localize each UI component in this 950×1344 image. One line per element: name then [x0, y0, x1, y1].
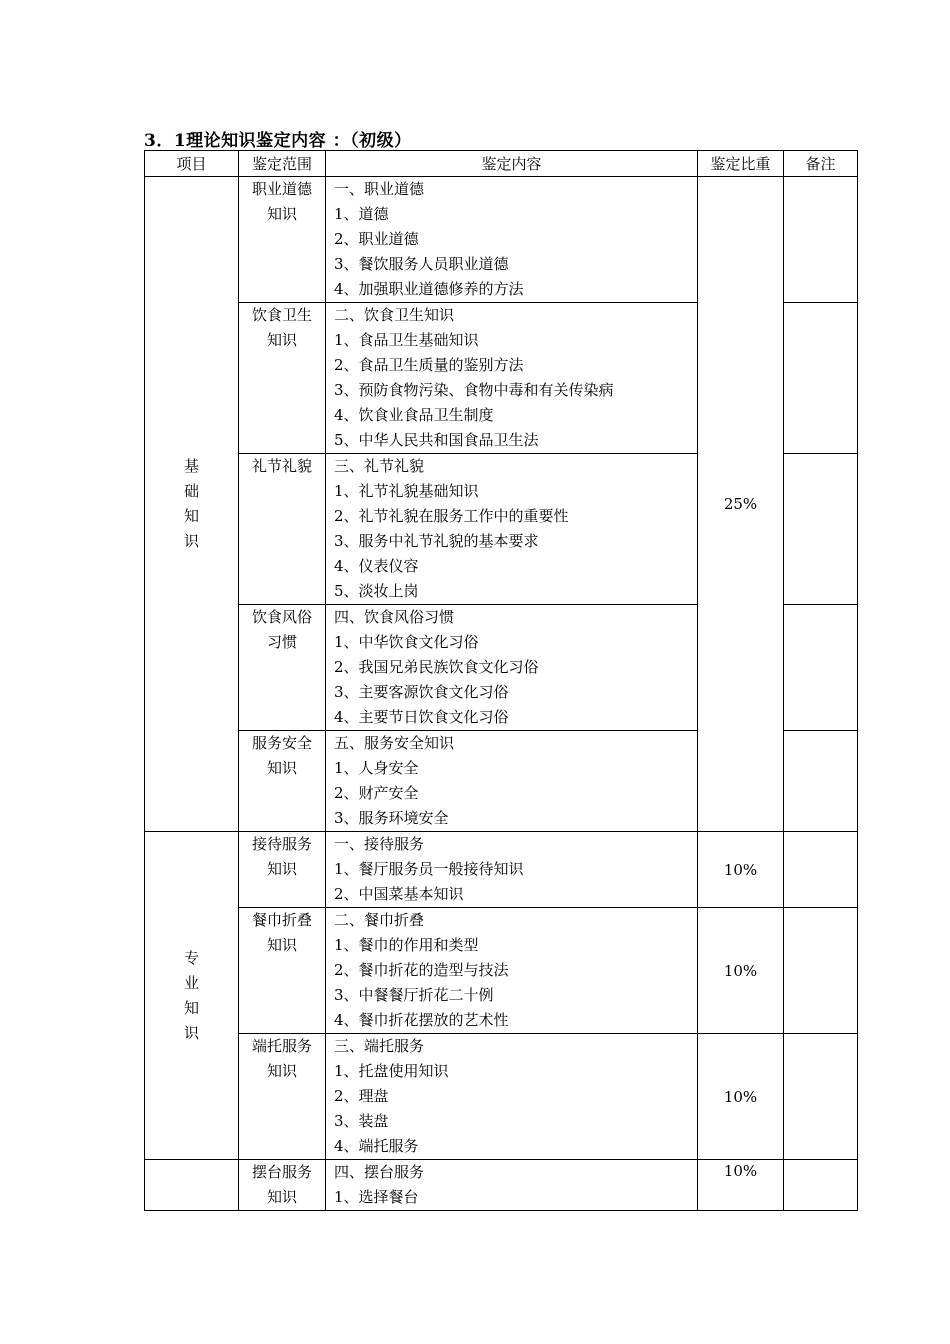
content-line: 5、中华人民共和国食品卫生法 — [334, 431, 539, 449]
project-char: 识 — [183, 532, 199, 550]
note-cell — [784, 832, 858, 908]
scope-line: 摆台服务 — [251, 1163, 312, 1181]
content-line: 2、我国兄弟民族饮食文化习俗 — [334, 658, 539, 676]
content-line: 4、仪表仪容 — [334, 557, 419, 575]
scope-cell — [239, 832, 326, 908]
content-line: 四、摆台服务 — [334, 1163, 425, 1181]
scope-line: 礼节礼貌 — [251, 457, 312, 475]
assessment-table — [144, 150, 858, 1211]
scope-line: 端托服务 — [251, 1037, 312, 1055]
project-char: 础 — [183, 482, 199, 500]
project-char: 专 — [183, 948, 199, 967]
project-char: 基 — [183, 457, 199, 475]
content-line: 2、理盘 — [334, 1087, 389, 1105]
note-cell — [784, 731, 858, 832]
content-line: 3、餐饮服务人员职业道德 — [334, 255, 509, 273]
content-line: 一、接待服务 — [334, 835, 425, 853]
scope-line: 习惯 — [266, 633, 297, 651]
content-line: 3、预防食物污染、食物中毒和有关传染病 — [334, 381, 614, 399]
content-line: 二、饮食卫生知识 — [334, 306, 455, 324]
table-row — [145, 1160, 858, 1211]
scope-line: 知识 — [266, 205, 297, 223]
scope-line: 知识 — [266, 1062, 297, 1080]
header-note: 备注 — [784, 151, 858, 177]
content-line: 3、服务中礼节礼貌的基本要求 — [334, 532, 539, 550]
scope-line: 接待服务 — [251, 835, 312, 853]
content-line: 4、主要节日饮食文化习俗 — [334, 708, 509, 726]
scope-cell — [239, 303, 326, 454]
scope-cell — [239, 605, 326, 731]
scope-line: 饮食卫生 — [251, 306, 312, 324]
content-line: 一、职业道德 — [334, 180, 425, 198]
content-cell — [326, 1160, 698, 1211]
table-row — [145, 1034, 858, 1160]
table-header-row — [145, 151, 858, 177]
scope-cell — [239, 454, 326, 605]
content-line: 三、礼节礼貌 — [334, 457, 425, 475]
note-cell — [784, 1034, 858, 1160]
scope-cell — [239, 1160, 326, 1211]
project-char: 识 — [183, 1023, 199, 1042]
project-char: 知 — [183, 998, 199, 1017]
scope-line: 知识 — [266, 936, 297, 954]
project-cell — [145, 177, 239, 832]
scope-line: 知识 — [266, 860, 297, 878]
content-line: 1、食品卫生基础知识 — [334, 331, 479, 349]
scope-line: 知识 — [266, 331, 297, 349]
weight-cell: 10% — [698, 908, 784, 1034]
content-line: 5、淡妆上岗 — [334, 582, 419, 600]
content-cell — [326, 303, 698, 454]
scope-cell — [239, 1034, 326, 1160]
content-cell — [326, 832, 698, 908]
scope-line: 职业道德 — [251, 180, 312, 198]
scope-line: 饮食风俗 — [251, 608, 312, 626]
table-row — [145, 832, 858, 908]
scope-cell — [239, 177, 326, 303]
content-line: 2、礼节礼貌在服务工作中的重要性 — [334, 507, 569, 525]
content-line: 1、餐巾的作用和类型 — [334, 936, 479, 954]
content-line: 3、装盘 — [334, 1112, 389, 1130]
content-line: 五、服务安全知识 — [334, 734, 455, 752]
project-cell — [145, 832, 239, 1160]
scope-line: 知识 — [266, 1188, 297, 1206]
weight-cell: 10% — [698, 1160, 784, 1211]
content-cell — [326, 605, 698, 731]
project-cell — [145, 1160, 239, 1211]
content-cell — [326, 908, 698, 1034]
table-body — [145, 177, 858, 1211]
content-line: 1、礼节礼貌基础知识 — [334, 482, 479, 500]
project-char: 业 — [183, 973, 199, 992]
scope-line: 餐巾折叠 — [251, 911, 312, 929]
content-line: 2、餐巾折花的造型与技法 — [334, 961, 509, 979]
content-line: 4、加强职业道德修养的方法 — [334, 280, 524, 298]
header-content: 鉴定内容 — [326, 151, 698, 177]
note-cell — [784, 908, 858, 1034]
table-row — [145, 908, 858, 1034]
content-line: 3、服务环境安全 — [334, 809, 449, 827]
weight-cell: 10% — [698, 1034, 784, 1160]
content-cell — [326, 454, 698, 605]
header-project: 项目 — [145, 151, 239, 177]
content-cell — [326, 731, 698, 832]
content-line: 2、食品卫生质量的鉴别方法 — [334, 356, 524, 374]
content-line: 1、人身安全 — [334, 759, 419, 777]
table-row — [145, 177, 858, 303]
note-cell — [784, 454, 858, 605]
content-line: 1、餐厅服务员一般接待知识 — [334, 860, 524, 878]
note-cell — [784, 1160, 858, 1211]
content-cell — [326, 1034, 698, 1160]
content-line: 2、职业道德 — [334, 230, 419, 248]
content-line: 二、餐巾折叠 — [334, 911, 425, 929]
content-line: 4、餐巾折花摆放的艺术性 — [334, 1011, 509, 1029]
content-line: 1、中华饮食文化习俗 — [334, 633, 479, 651]
scope-cell — [239, 731, 326, 832]
content-line: 3、中餐餐厅折花二十例 — [334, 986, 494, 1004]
content-line: 4、端托服务 — [334, 1137, 419, 1155]
content-line: 3、主要客源饮食文化习俗 — [334, 683, 509, 701]
note-cell — [784, 177, 858, 303]
note-cell — [784, 303, 858, 454]
content-line: 四、饮食风俗习惯 — [334, 608, 455, 626]
weight-cell: 25% — [698, 177, 784, 832]
header-weight: 鉴定比重 — [698, 151, 784, 177]
content-line: 1、托盘使用知识 — [334, 1062, 449, 1080]
content-line: 2、中国菜基本知识 — [334, 885, 464, 903]
scope-cell — [239, 908, 326, 1034]
project-char: 知 — [183, 507, 199, 525]
content-line: 1、道德 — [334, 205, 389, 223]
content-line: 2、财产安全 — [334, 784, 419, 802]
content-line: 4、饮食业食品卫生制度 — [334, 406, 494, 424]
scope-line: 服务安全 — [251, 734, 312, 752]
note-cell — [784, 605, 858, 731]
content-cell — [326, 177, 698, 303]
scope-line: 知识 — [266, 759, 297, 777]
header-scope: 鉴定范围 — [239, 151, 326, 177]
content-line: 三、端托服务 — [334, 1037, 425, 1055]
weight-cell: 10% — [698, 832, 784, 908]
section-heading: 3．1理论知识鉴定内容 ：（初级） — [144, 131, 412, 151]
content-line: 1、选择餐台 — [334, 1188, 419, 1206]
